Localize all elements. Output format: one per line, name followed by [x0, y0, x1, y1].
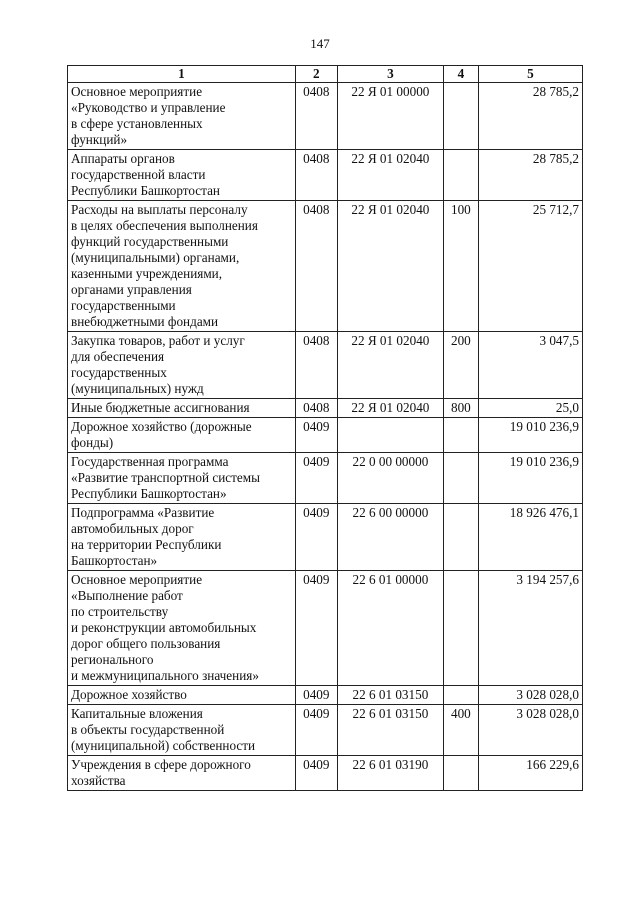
row-name-cell [68, 150, 296, 201]
row-name-line: в объекты государственной [71, 722, 225, 737]
row-name-cell [68, 399, 296, 418]
row-name-line: функций» [71, 132, 128, 147]
row-name-line: по строительству [71, 604, 169, 619]
row-target-cell: 22 Я 01 00000 [337, 83, 443, 150]
table-row [68, 201, 583, 332]
row-name-line: на территории Республики [71, 537, 222, 552]
row-name-line: «Руководство и управление [71, 100, 226, 115]
row-section-cell: 0408 [295, 332, 337, 399]
row-section-cell: 0409 [295, 418, 337, 453]
row-name-line: Подпрограмма «Развитие [71, 505, 215, 520]
row-section-cell: 0409 [295, 756, 337, 791]
row-amount-cell: 28 785,2 [478, 150, 582, 201]
row-target-cell: 22 6 01 00000 [337, 571, 443, 686]
row-name-cell [68, 418, 296, 453]
row-name-line: Аппараты органов [71, 151, 175, 166]
row-name-cell [68, 201, 296, 332]
column-header-3: 3 [337, 66, 443, 83]
row-section-cell: 0408 [295, 201, 337, 332]
row-name-line: Иные бюджетные ассигнования [71, 400, 250, 415]
row-section-cell: 0408 [295, 150, 337, 201]
row-section-cell: 0409 [295, 571, 337, 686]
row-type-cell [444, 504, 479, 571]
row-amount-cell: 18 926 476,1 [478, 504, 582, 571]
row-target-cell: 22 Я 01 02040 [337, 399, 443, 418]
column-header-2: 2 [295, 66, 337, 83]
row-name-line: Основное мероприятие [71, 84, 203, 99]
row-section-cell: 0409 [295, 705, 337, 756]
row-amount-cell: 19 010 236,9 [478, 418, 582, 453]
row-section-cell: 0408 [295, 399, 337, 418]
row-name-line: в сфере установленных [71, 116, 203, 131]
row-name-cell [68, 83, 296, 150]
table-row [68, 686, 583, 705]
row-name-line: (муниципальной) собственности [71, 738, 256, 753]
row-amount-cell: 3 047,5 [478, 332, 582, 399]
row-type-cell [444, 571, 479, 686]
row-target-cell [337, 418, 443, 453]
row-name-line: Учреждения в сфере дорожного [71, 757, 251, 772]
row-section-cell: 0408 [295, 83, 337, 150]
row-name-line: (муниципальными) органами, [71, 250, 240, 265]
header-row [68, 66, 583, 83]
column-header-5: 5 [478, 66, 582, 83]
budget-table [67, 65, 583, 791]
row-target-cell: 22 Я 01 02040 [337, 150, 443, 201]
row-section-cell: 0409 [295, 453, 337, 504]
row-amount-cell: 166 229,6 [478, 756, 582, 791]
row-name-line: в целях обеспечения выполнения [71, 218, 258, 233]
row-name-line: внебюджетными фондами [71, 314, 219, 329]
row-type-cell: 200 [444, 332, 479, 399]
row-name-cell [68, 453, 296, 504]
row-target-cell: 22 Я 01 02040 [337, 201, 443, 332]
row-target-cell: 22 Я 01 02040 [337, 332, 443, 399]
row-name-line: Основное мероприятие [71, 572, 203, 587]
row-name-line: Капитальные вложения [71, 706, 203, 721]
row-name-line: функций государственными [71, 234, 229, 249]
row-type-cell [444, 83, 479, 150]
row-name-line: Башкортостан» [71, 553, 158, 568]
row-name-cell [68, 686, 296, 705]
row-name-line: государственной власти [71, 167, 206, 182]
row-name-line: государственными [71, 298, 176, 313]
row-target-cell: 22 0 00 00000 [337, 453, 443, 504]
row-target-cell: 22 6 01 03150 [337, 705, 443, 756]
table-body [68, 83, 583, 791]
page-number: 147 [310, 36, 330, 51]
row-section-cell: 0409 [295, 686, 337, 705]
row-type-cell: 800 [444, 399, 479, 418]
row-type-cell [444, 756, 479, 791]
row-name-cell [68, 571, 296, 686]
row-name-line: дорог общего пользования [71, 636, 221, 651]
table-row [68, 504, 583, 571]
table-row [68, 705, 583, 756]
row-amount-cell: 25 712,7 [478, 201, 582, 332]
row-name-line: органами управления [71, 282, 192, 297]
row-amount-cell: 3 028 028,0 [478, 686, 582, 705]
row-name-line: фонды) [71, 435, 114, 450]
row-name-cell [68, 756, 296, 791]
row-section-cell: 0409 [295, 504, 337, 571]
row-name-line: хозяйства [71, 773, 126, 788]
table-row [68, 756, 583, 791]
row-amount-cell: 28 785,2 [478, 83, 582, 150]
row-type-cell [444, 453, 479, 504]
row-name-cell [68, 332, 296, 399]
row-type-cell: 100 [444, 201, 479, 332]
table-row [68, 399, 583, 418]
row-name-cell [68, 705, 296, 756]
row-name-line: Расходы на выплаты персоналу [71, 202, 248, 217]
row-type-cell: 400 [444, 705, 479, 756]
row-name-line: казенными учреждениями, [71, 266, 223, 281]
table-row [68, 150, 583, 201]
row-name-line: Республики Башкортостан [71, 183, 220, 198]
table-row [68, 453, 583, 504]
row-amount-cell: 19 010 236,9 [478, 453, 582, 504]
row-type-cell [444, 418, 479, 453]
row-amount-cell: 3 194 257,6 [478, 571, 582, 686]
row-name-line: Закупка товаров, работ и услуг [71, 333, 245, 348]
row-name-line: «Выполнение работ [71, 588, 183, 603]
row-name-line: «Развитие транспортной системы [71, 470, 260, 485]
row-target-cell: 22 6 00 00000 [337, 504, 443, 571]
row-name-line: автомобильных дорог [71, 521, 194, 536]
row-amount-cell: 3 028 028,0 [478, 705, 582, 756]
row-type-cell [444, 686, 479, 705]
row-name-line: Дорожное хозяйство [71, 687, 187, 702]
column-header-1: 1 [68, 66, 296, 83]
table-row [68, 418, 583, 453]
row-name-line: и межмуниципального значения» [71, 668, 259, 683]
row-name-line: и реконструкции автомобильных [71, 620, 257, 635]
row-name-line: для обеспечения [71, 349, 165, 364]
row-name-line: Государственная программа [71, 454, 229, 469]
row-name-line: регионального [71, 652, 154, 667]
row-name-line: (муниципальных) нужд [71, 381, 204, 396]
row-type-cell [444, 150, 479, 201]
row-name-line: Республики Башкортостан» [71, 486, 227, 501]
table-row [68, 332, 583, 399]
row-target-cell: 22 6 01 03150 [337, 686, 443, 705]
row-target-cell: 22 6 01 03190 [337, 756, 443, 791]
row-name-line: государственных [71, 365, 167, 380]
table-row [68, 83, 583, 150]
table-row [68, 571, 583, 686]
column-header-4: 4 [444, 66, 479, 83]
row-name-cell [68, 504, 296, 571]
row-amount-cell: 25,0 [478, 399, 582, 418]
row-name-line: Дорожное хозяйство (дорожные [71, 419, 252, 434]
